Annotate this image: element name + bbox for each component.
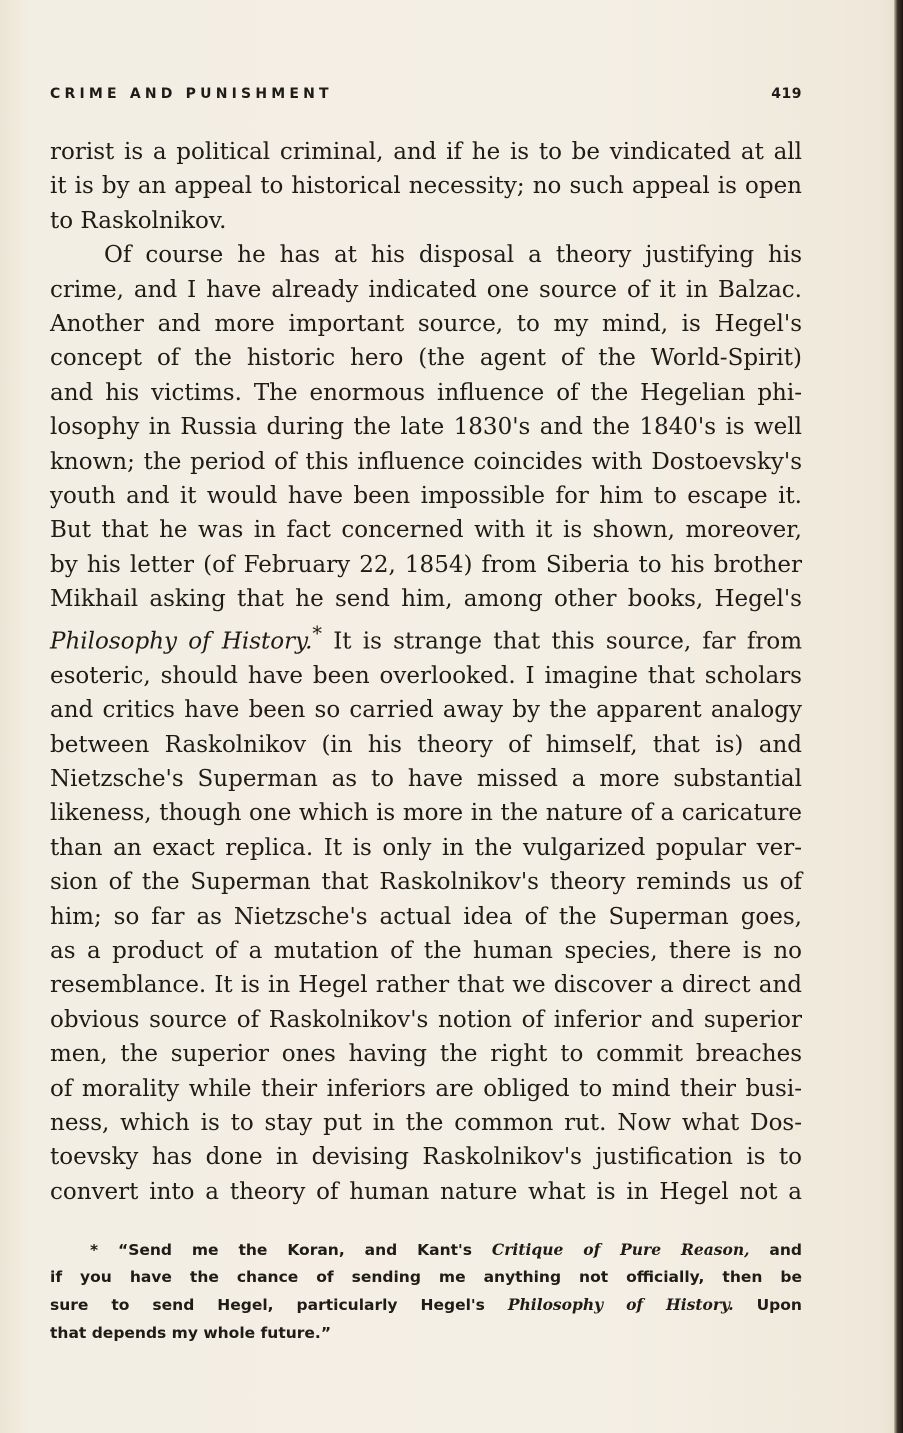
text-line: youth and it would have been impossible for him to escape it. [50, 483, 802, 510]
footnote-text: and [769, 1241, 802, 1259]
text-line: ness, which is to stay put in the common rut. Now what Dos- [50, 1110, 802, 1137]
text-line: Mikhail asking that he send him, among other books, Hegel's [50, 586, 802, 613]
footnote-line [50, 1236, 802, 1264]
text-line: to Raskolnikov. [50, 207, 227, 234]
running-head [50, 86, 802, 106]
text-line: convert into a theory of human nature what is in Hegel not a [50, 1178, 802, 1205]
italic-book-title: Critique of Pure Reason, [491, 1240, 750, 1259]
text-line: known; the period of this influence coincides with Dostoevsky's [50, 448, 802, 475]
italic-book-title: Philosophy of History. [507, 1295, 734, 1315]
italic-book-title: Philosophy of History. [50, 628, 313, 655]
text-line: it is by an appeal to historical necessity; no such appeal is open [50, 173, 802, 200]
footnote-text: Upon [756, 1296, 802, 1315]
text-line: him; so far as Nietzsche's actual idea of the Superman goes, [50, 903, 802, 930]
text-line: by his letter (of February 22, 1854) from Siberia to his brother [50, 551, 802, 578]
text-line: crime, and I have already indicated one source of it in Balzac. [50, 276, 802, 303]
text-line: losophy in Russia during the late 1830's and the 1840's is well [50, 414, 802, 441]
text-line: than an exact replica. It is only in the vulgarized popular ver- [50, 834, 802, 861]
text-line-rest: It is strange that this source, far from [333, 628, 803, 655]
footnote-marker: * [312, 621, 322, 645]
footnote-text: sure to send Hegel, particularly Hegel's [50, 1296, 485, 1315]
footnote-line: that depends my whole future.” [50, 1323, 332, 1342]
page-number: 419 [771, 86, 802, 102]
text-line: Of course he has at his disposal a theory justifying his [104, 242, 802, 269]
text-line: and his victims. The enormous influence of the Hegelian phi- [50, 379, 802, 406]
text-line: obvious source of Raskolnikov's notion of inferior and superior [50, 1006, 802, 1033]
text-line: and critics have been so carried away by the apparent analogy [50, 697, 802, 724]
text-line: of morality while their inferiors are obliged to mind their busi- [50, 1075, 802, 1102]
text-line: sion of the Superman that Raskolnikov's theory reminds us of [50, 869, 802, 896]
footnote-line: if you have the chance of sending me anything not officially, then be [50, 1268, 802, 1287]
text-line: as a product of a mutation of the human species, there is no [50, 938, 802, 964]
footnote-line [50, 1291, 802, 1319]
book-spine-shadow [894, 0, 903, 1433]
text-line: Another and more important source, to my mind, is Hegel's [50, 311, 802, 338]
text-line: resemblance. It is in Hegel rather that we discover a direct and [50, 972, 802, 999]
text-line: men, the superior ones having the right to commit breaches [50, 1041, 802, 1068]
text-line: esoteric, should have been overlooked. I imagine that scholars [50, 662, 802, 689]
body-text [50, 135, 802, 1209]
footnote [50, 1236, 802, 1347]
text-line [50, 617, 802, 659]
text-line: But that he was in fact concerned with it is shown, moreover, [50, 517, 802, 544]
footnote-text: “Send me the Koran, and Kant's [118, 1241, 473, 1259]
text-line: rorist is a political criminal, and if he is to be vindicated at all [50, 139, 802, 165]
text-line: concept of the historic hero (the agent of the World-Spirit) [50, 345, 802, 372]
running-title: CRIME AND PUNISHMENT [50, 86, 333, 102]
text-line: toevsky has done in devising Raskolnikov's justification is to [50, 1144, 802, 1171]
text-line: Nietzsche's Superman as to have missed a more substantial [50, 765, 802, 792]
text-line: between Raskolnikov (in his theory of himself, that is) and [50, 731, 802, 758]
footnote-marker: * [90, 1241, 99, 1259]
text-line: likeness, though one which is more in the nature of a caricature [50, 800, 802, 827]
